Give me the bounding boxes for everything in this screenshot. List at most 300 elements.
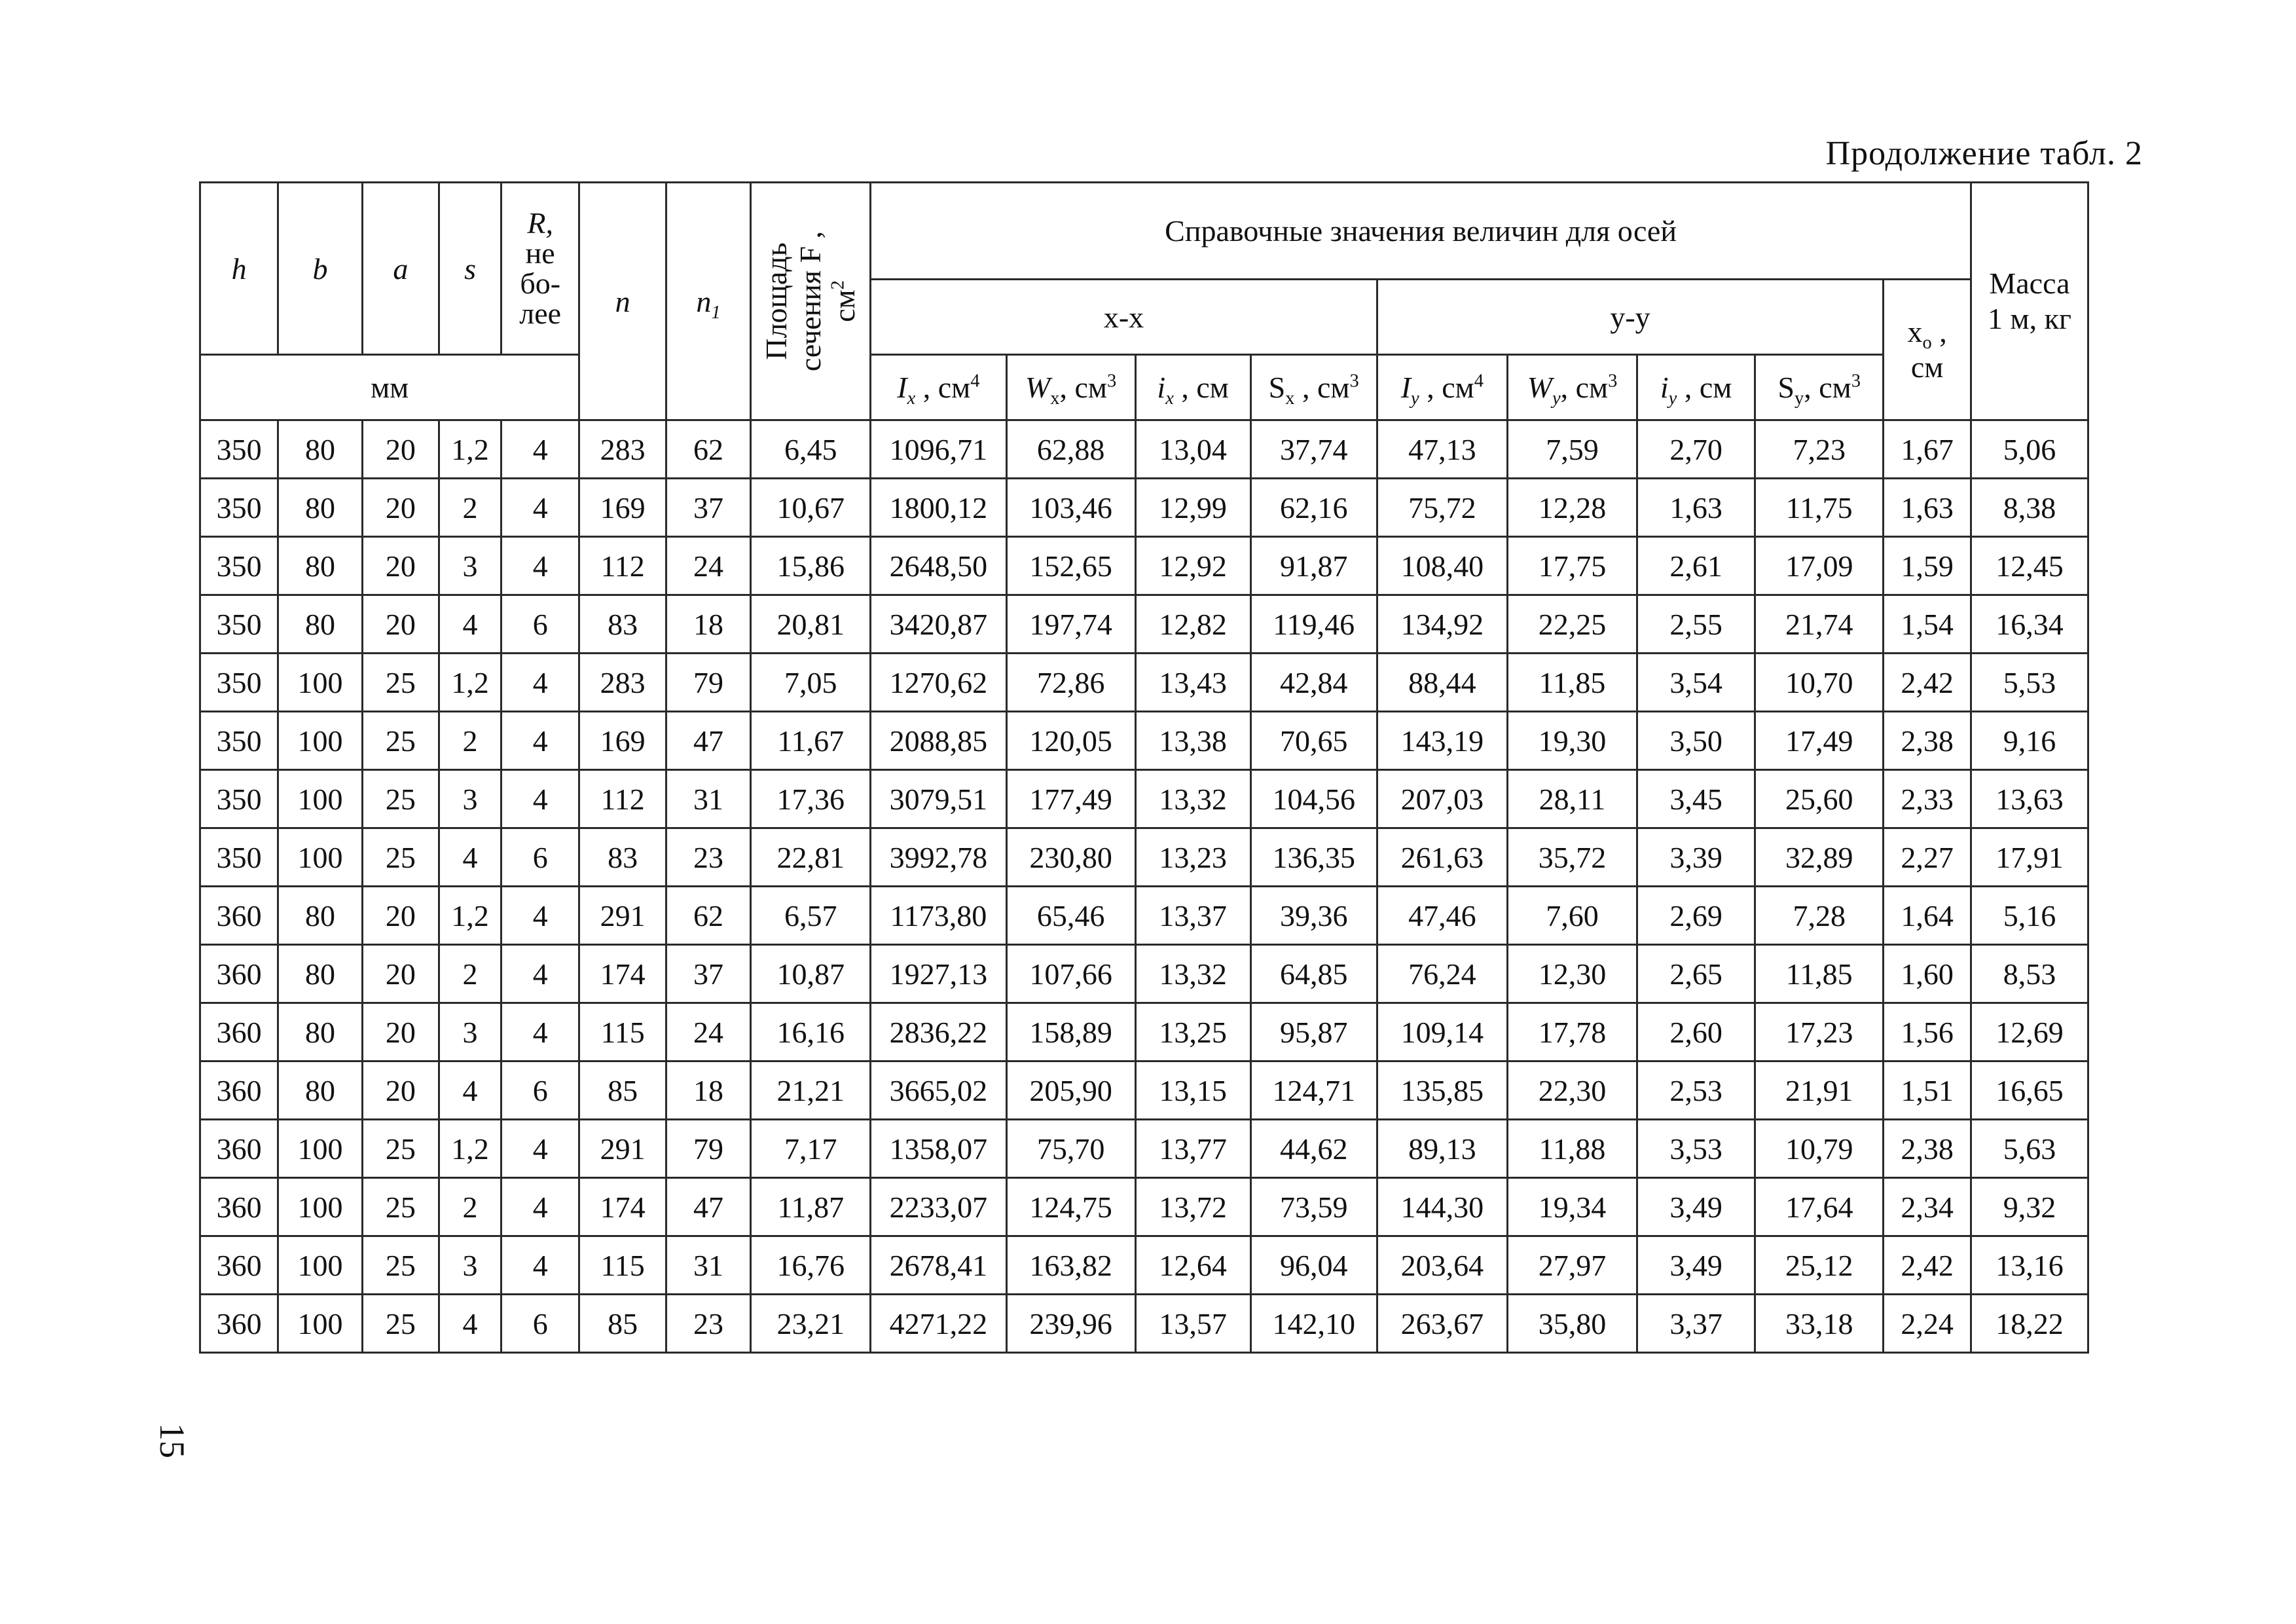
cell-s: 4 bbox=[439, 595, 501, 654]
cell-mass: 8,53 bbox=[1971, 945, 2088, 1003]
cell-r: 4 bbox=[501, 1003, 579, 1061]
cell-area: 23,21 bbox=[751, 1295, 871, 1353]
cell-sx: 62,16 bbox=[1250, 479, 1377, 537]
cell-a: 20 bbox=[362, 945, 439, 1003]
cell-wy: 11,85 bbox=[1507, 654, 1637, 712]
header-area: Площадь сечения F , $см^2$ bbox=[751, 183, 871, 420]
cell-iy-radius: 3,39 bbox=[1637, 828, 1755, 887]
cell-area: 17,36 bbox=[751, 770, 871, 828]
cell-wy: 35,80 bbox=[1507, 1295, 1637, 1353]
header-wx-modulus: $W_x$, $см^3$ bbox=[1006, 355, 1135, 420]
cell-n: 169 bbox=[579, 479, 666, 537]
cell-wy: 12,30 bbox=[1507, 945, 1637, 1003]
cell-ix-moment: 3665,02 bbox=[871, 1061, 1006, 1120]
cell-r: 4 bbox=[501, 712, 579, 770]
cell-iy-moment: 134,92 bbox=[1377, 595, 1507, 654]
cell-iy-moment: 263,67 bbox=[1377, 1295, 1507, 1353]
cell-n: 174 bbox=[579, 1178, 666, 1236]
cell-wy: 28,11 bbox=[1507, 770, 1637, 828]
cell-area: 15,86 bbox=[751, 537, 871, 595]
header-sx-static: $S_x$ , $см^3$ bbox=[1250, 355, 1377, 420]
cell-n1: 79 bbox=[666, 654, 750, 712]
cell-wx: 124,75 bbox=[1006, 1178, 1135, 1236]
cell-n1: 24 bbox=[666, 537, 750, 595]
cell-sx: 91,87 bbox=[1250, 537, 1377, 595]
cell-sx: 73,59 bbox=[1250, 1178, 1377, 1236]
cell-wy: 7,59 bbox=[1507, 420, 1637, 479]
table-row bbox=[200, 479, 2088, 537]
cell-r: 4 bbox=[501, 537, 579, 595]
cell-iy-radius: 3,37 bbox=[1637, 1295, 1755, 1353]
cell-a: 20 bbox=[362, 1003, 439, 1061]
cell-s: 3 bbox=[439, 770, 501, 828]
cell-ix-moment: 2233,07 bbox=[871, 1178, 1006, 1236]
cell-b: 100 bbox=[278, 828, 362, 887]
cell-x0: 2,27 bbox=[1884, 828, 1971, 887]
page-number: 15 bbox=[153, 1423, 192, 1458]
cell-n1: 62 bbox=[666, 887, 750, 945]
header-x0: $x_o$ , см bbox=[1884, 280, 1971, 420]
cell-area: 10,67 bbox=[751, 479, 871, 537]
cell-sy: 33,18 bbox=[1755, 1295, 1884, 1353]
cell-a: 20 bbox=[362, 537, 439, 595]
cell-sx: 119,46 bbox=[1250, 595, 1377, 654]
cell-ix-radius: 12,99 bbox=[1135, 479, 1250, 537]
cell-wx: 158,89 bbox=[1006, 1003, 1135, 1061]
header-n1: $n_1$ bbox=[666, 183, 750, 420]
cell-wy: 17,78 bbox=[1507, 1003, 1637, 1061]
cell-ix-moment: 1800,12 bbox=[871, 479, 1006, 537]
cell-iy-radius: 2,69 bbox=[1637, 887, 1755, 945]
cell-sy: 7,23 bbox=[1755, 420, 1884, 479]
cell-sx: 104,56 bbox=[1250, 770, 1377, 828]
cell-iy-moment: 207,03 bbox=[1377, 770, 1507, 828]
cell-sx: 42,84 bbox=[1250, 654, 1377, 712]
cell-sy: 17,49 bbox=[1755, 712, 1884, 770]
cell-ix-radius: 13,37 bbox=[1135, 887, 1250, 945]
cell-b: 100 bbox=[278, 770, 362, 828]
cell-mass: 5,06 bbox=[1971, 420, 2088, 479]
cell-r: 4 bbox=[501, 1236, 579, 1295]
cell-a: 25 bbox=[362, 770, 439, 828]
cell-sx: 37,74 bbox=[1250, 420, 1377, 479]
header-reference-values: Справочные значения величин для осей bbox=[871, 183, 1971, 280]
cell-s: 4 bbox=[439, 828, 501, 887]
cell-sy: 7,28 bbox=[1755, 887, 1884, 945]
table-row bbox=[200, 1236, 2088, 1295]
cell-wx: 205,90 bbox=[1006, 1061, 1135, 1120]
cell-area: 16,16 bbox=[751, 1003, 871, 1061]
cell-mass: 9,32 bbox=[1971, 1178, 2088, 1236]
cell-iy-moment: 75,72 bbox=[1377, 479, 1507, 537]
header-h: h bbox=[200, 183, 278, 355]
cell-iy-moment: 88,44 bbox=[1377, 654, 1507, 712]
cell-b: 80 bbox=[278, 595, 362, 654]
cell-area: 7,05 bbox=[751, 654, 871, 712]
cell-mass: 12,45 bbox=[1971, 537, 2088, 595]
cell-iy-radius: 2,53 bbox=[1637, 1061, 1755, 1120]
header-wy-modulus: $W_y$, $см^3$ bbox=[1507, 355, 1637, 420]
cell-wy: 22,30 bbox=[1507, 1061, 1637, 1120]
cell-ix-moment: 1173,80 bbox=[871, 887, 1006, 945]
cell-a: 25 bbox=[362, 654, 439, 712]
cell-mass: 13,63 bbox=[1971, 770, 2088, 828]
cell-wy: 19,30 bbox=[1507, 712, 1637, 770]
cell-b: 100 bbox=[278, 1120, 362, 1178]
cell-sy: 10,79 bbox=[1755, 1120, 1884, 1178]
cell-ix-radius: 12,82 bbox=[1135, 595, 1250, 654]
cell-wx: 197,74 bbox=[1006, 595, 1135, 654]
table-row bbox=[200, 1178, 2088, 1236]
cell-wx: 103,46 bbox=[1006, 479, 1135, 537]
cell-ix-radius: 12,64 bbox=[1135, 1236, 1250, 1295]
cell-iy-moment: 47,13 bbox=[1377, 420, 1507, 479]
cell-iy-moment: 76,24 bbox=[1377, 945, 1507, 1003]
cell-a: 20 bbox=[362, 595, 439, 654]
header-iy-moment: $I_y$ , $см^4$ bbox=[1377, 355, 1507, 420]
cell-sy: 11,75 bbox=[1755, 479, 1884, 537]
cell-wy: 11,88 bbox=[1507, 1120, 1637, 1178]
cell-iy-moment: 135,85 bbox=[1377, 1061, 1507, 1120]
cell-wy: 22,25 bbox=[1507, 595, 1637, 654]
header-sy-static: $S_y$, $см^3$ bbox=[1755, 355, 1884, 420]
cell-wx: 75,70 bbox=[1006, 1120, 1135, 1178]
cell-iy-moment: 203,64 bbox=[1377, 1236, 1507, 1295]
cell-iy-radius: 2,55 bbox=[1637, 595, 1755, 654]
header-axis-yy: y-y bbox=[1377, 280, 1884, 355]
cell-r: 4 bbox=[501, 654, 579, 712]
cell-iy-radius: 2,70 bbox=[1637, 420, 1755, 479]
cell-wy: 7,60 bbox=[1507, 887, 1637, 945]
cell-x0: 1,54 bbox=[1884, 595, 1971, 654]
cell-ix-radius: 13,57 bbox=[1135, 1295, 1250, 1353]
cell-sy: 25,60 bbox=[1755, 770, 1884, 828]
cell-iy-radius: 3,49 bbox=[1637, 1236, 1755, 1295]
header-units-mm: мм bbox=[200, 355, 579, 420]
header-r: R, не бо- лее bbox=[501, 183, 579, 355]
cell-iy-radius: 3,49 bbox=[1637, 1178, 1755, 1236]
cell-h: 350 bbox=[200, 479, 278, 537]
cell-n1: 23 bbox=[666, 1295, 750, 1353]
header-n: n bbox=[579, 183, 666, 420]
cell-n1: 47 bbox=[666, 712, 750, 770]
cell-h: 360 bbox=[200, 1003, 278, 1061]
cell-h: 360 bbox=[200, 887, 278, 945]
cell-n: 85 bbox=[579, 1295, 666, 1353]
cell-n1: 37 bbox=[666, 945, 750, 1003]
cell-h: 360 bbox=[200, 1236, 278, 1295]
cell-h: 350 bbox=[200, 420, 278, 479]
cell-b: 80 bbox=[278, 945, 362, 1003]
cell-sy: 17,09 bbox=[1755, 537, 1884, 595]
cell-b: 80 bbox=[278, 1003, 362, 1061]
cell-ix-moment: 4271,22 bbox=[871, 1295, 1006, 1353]
cell-wx: 72,86 bbox=[1006, 654, 1135, 712]
cell-n: 115 bbox=[579, 1003, 666, 1061]
cell-ix-moment: 1096,71 bbox=[871, 420, 1006, 479]
cell-ix-radius: 13,32 bbox=[1135, 770, 1250, 828]
cell-ix-radius: 13,15 bbox=[1135, 1061, 1250, 1120]
cell-sy: 21,91 bbox=[1755, 1061, 1884, 1120]
table-row bbox=[200, 654, 2088, 712]
cell-h: 350 bbox=[200, 537, 278, 595]
cell-r: 6 bbox=[501, 1295, 579, 1353]
table-row bbox=[200, 1120, 2088, 1178]
cell-sy: 17,23 bbox=[1755, 1003, 1884, 1061]
cell-sx: 64,85 bbox=[1250, 945, 1377, 1003]
cell-area: 6,57 bbox=[751, 887, 871, 945]
cell-iy-moment: 261,63 bbox=[1377, 828, 1507, 887]
cell-ix-moment: 3420,87 bbox=[871, 595, 1006, 654]
cell-n1: 31 bbox=[666, 770, 750, 828]
cell-r: 4 bbox=[501, 770, 579, 828]
cell-s: 3 bbox=[439, 537, 501, 595]
cell-r: 4 bbox=[501, 887, 579, 945]
cell-iy-radius: 2,60 bbox=[1637, 1003, 1755, 1061]
cell-sx: 136,35 bbox=[1250, 828, 1377, 887]
table-body bbox=[200, 420, 2088, 1353]
cell-x0: 1,59 bbox=[1884, 537, 1971, 595]
cell-h: 360 bbox=[200, 1061, 278, 1120]
cell-iy-moment: 47,46 bbox=[1377, 887, 1507, 945]
cell-iy-moment: 143,19 bbox=[1377, 712, 1507, 770]
cell-area: 21,21 bbox=[751, 1061, 871, 1120]
cell-a: 20 bbox=[362, 479, 439, 537]
cell-ix-moment: 1270,62 bbox=[871, 654, 1006, 712]
cell-iy-radius: 3,53 bbox=[1637, 1120, 1755, 1178]
cell-ix-radius: 13,38 bbox=[1135, 712, 1250, 770]
cell-n: 174 bbox=[579, 945, 666, 1003]
cell-iy-radius: 3,54 bbox=[1637, 654, 1755, 712]
profile-table bbox=[199, 181, 2089, 1354]
cell-x0: 2,42 bbox=[1884, 654, 1971, 712]
cell-x0: 1,63 bbox=[1884, 479, 1971, 537]
cell-x0: 1,67 bbox=[1884, 420, 1971, 479]
table-row bbox=[200, 1295, 2088, 1353]
cell-r: 6 bbox=[501, 595, 579, 654]
cell-mass: 17,91 bbox=[1971, 828, 2088, 887]
cell-sx: 142,10 bbox=[1250, 1295, 1377, 1353]
cell-r: 4 bbox=[501, 945, 579, 1003]
cell-area: 10,87 bbox=[751, 945, 871, 1003]
cell-wx: 163,82 bbox=[1006, 1236, 1135, 1295]
cell-s: 1,2 bbox=[439, 887, 501, 945]
cell-x0: 2,33 bbox=[1884, 770, 1971, 828]
cell-sy: 32,89 bbox=[1755, 828, 1884, 887]
cell-a: 25 bbox=[362, 1295, 439, 1353]
cell-a: 20 bbox=[362, 887, 439, 945]
cell-area: 11,87 bbox=[751, 1178, 871, 1236]
cell-h: 360 bbox=[200, 1295, 278, 1353]
cell-wy: 35,72 bbox=[1507, 828, 1637, 887]
table-row bbox=[200, 1061, 2088, 1120]
table-row bbox=[200, 420, 2088, 479]
cell-wx: 177,49 bbox=[1006, 770, 1135, 828]
cell-ix-radius: 12,92 bbox=[1135, 537, 1250, 595]
table-row bbox=[200, 1003, 2088, 1061]
header-ix-moment: $I_x$ , $см^4$ bbox=[871, 355, 1006, 420]
cell-ix-radius: 13,77 bbox=[1135, 1120, 1250, 1178]
cell-wx: 152,65 bbox=[1006, 537, 1135, 595]
cell-mass: 16,65 bbox=[1971, 1061, 2088, 1120]
cell-h: 360 bbox=[200, 945, 278, 1003]
cell-sy: 10,70 bbox=[1755, 654, 1884, 712]
table-row bbox=[200, 945, 2088, 1003]
cell-ix-radius: 13,25 bbox=[1135, 1003, 1250, 1061]
cell-n: 169 bbox=[579, 712, 666, 770]
cell-x0: 2,42 bbox=[1884, 1236, 1971, 1295]
cell-iy-radius: 3,50 bbox=[1637, 712, 1755, 770]
cell-ix-radius: 13,43 bbox=[1135, 654, 1250, 712]
cell-ix-moment: 3079,51 bbox=[871, 770, 1006, 828]
cell-b: 80 bbox=[278, 420, 362, 479]
cell-area: 16,76 bbox=[751, 1236, 871, 1295]
cell-s: 3 bbox=[439, 1003, 501, 1061]
cell-wy: 19,34 bbox=[1507, 1178, 1637, 1236]
header-ix-radius: $i_x$ , см bbox=[1135, 355, 1250, 420]
cell-n1: 24 bbox=[666, 1003, 750, 1061]
cell-n1: 37 bbox=[666, 479, 750, 537]
cell-iy-moment: 108,40 bbox=[1377, 537, 1507, 595]
cell-ix-moment: 3992,78 bbox=[871, 828, 1006, 887]
table-row bbox=[200, 712, 2088, 770]
cell-sx: 44,62 bbox=[1250, 1120, 1377, 1178]
cell-n: 83 bbox=[579, 595, 666, 654]
cell-r: 4 bbox=[501, 1178, 579, 1236]
cell-wy: 27,97 bbox=[1507, 1236, 1637, 1295]
cell-iy-moment: 109,14 bbox=[1377, 1003, 1507, 1061]
cell-s: 1,2 bbox=[439, 1120, 501, 1178]
cell-area: 22,81 bbox=[751, 828, 871, 887]
cell-sy: 25,12 bbox=[1755, 1236, 1884, 1295]
cell-s: 1,2 bbox=[439, 654, 501, 712]
cell-a: 25 bbox=[362, 1120, 439, 1178]
cell-b: 100 bbox=[278, 654, 362, 712]
cell-area: 7,17 bbox=[751, 1120, 871, 1178]
cell-sy: 21,74 bbox=[1755, 595, 1884, 654]
cell-mass: 16,34 bbox=[1971, 595, 2088, 654]
cell-mass: 13,16 bbox=[1971, 1236, 2088, 1295]
cell-wx: 120,05 bbox=[1006, 712, 1135, 770]
cell-wx: 239,96 bbox=[1006, 1295, 1135, 1353]
cell-r: 4 bbox=[501, 420, 579, 479]
cell-n: 291 bbox=[579, 1120, 666, 1178]
cell-ix-moment: 1927,13 bbox=[871, 945, 1006, 1003]
cell-a: 20 bbox=[362, 420, 439, 479]
cell-n: 83 bbox=[579, 828, 666, 887]
table-row bbox=[200, 537, 2088, 595]
cell-ix-moment: 1358,07 bbox=[871, 1120, 1006, 1178]
header-a: a bbox=[362, 183, 439, 355]
cell-area: 11,67 bbox=[751, 712, 871, 770]
cell-x0: 1,56 bbox=[1884, 1003, 1971, 1061]
cell-b: 100 bbox=[278, 1236, 362, 1295]
cell-s: 2 bbox=[439, 712, 501, 770]
cell-mass: 18,22 bbox=[1971, 1295, 2088, 1353]
cell-b: 100 bbox=[278, 1178, 362, 1236]
cell-s: 2 bbox=[439, 1178, 501, 1236]
cell-a: 25 bbox=[362, 1236, 439, 1295]
cell-iy-moment: 89,13 bbox=[1377, 1120, 1507, 1178]
cell-s: 3 bbox=[439, 1236, 501, 1295]
cell-n: 283 bbox=[579, 420, 666, 479]
cell-x0: 2,38 bbox=[1884, 712, 1971, 770]
cell-b: 80 bbox=[278, 887, 362, 945]
cell-r: 4 bbox=[501, 1120, 579, 1178]
cell-mass: 5,16 bbox=[1971, 887, 2088, 945]
cell-n: 115 bbox=[579, 1236, 666, 1295]
cell-ix-radius: 13,72 bbox=[1135, 1178, 1250, 1236]
cell-s: 2 bbox=[439, 945, 501, 1003]
cell-wx: 62,88 bbox=[1006, 420, 1135, 479]
cell-iy-radius: 2,65 bbox=[1637, 945, 1755, 1003]
cell-wx: 107,66 bbox=[1006, 945, 1135, 1003]
cell-s: 4 bbox=[439, 1295, 501, 1353]
table-row bbox=[200, 595, 2088, 654]
cell-wx: 230,80 bbox=[1006, 828, 1135, 887]
header-iy-radius: $i_y$ , см bbox=[1637, 355, 1755, 420]
cell-x0: 2,24 bbox=[1884, 1295, 1971, 1353]
header-axis-xx: x-x bbox=[871, 280, 1377, 355]
cell-mass: 8,38 bbox=[1971, 479, 2088, 537]
cell-ix-moment: 2678,41 bbox=[871, 1236, 1006, 1295]
cell-n: 283 bbox=[579, 654, 666, 712]
cell-sx: 39,36 bbox=[1250, 887, 1377, 945]
cell-mass: 5,53 bbox=[1971, 654, 2088, 712]
table-row bbox=[200, 887, 2088, 945]
cell-area: 6,45 bbox=[751, 420, 871, 479]
cell-n1: 18 bbox=[666, 1061, 750, 1120]
cell-area: 20,81 bbox=[751, 595, 871, 654]
cell-mass: 12,69 bbox=[1971, 1003, 2088, 1061]
cell-n1: 31 bbox=[666, 1236, 750, 1295]
cell-sy: 11,85 bbox=[1755, 945, 1884, 1003]
cell-a: 20 bbox=[362, 1061, 439, 1120]
cell-h: 350 bbox=[200, 770, 278, 828]
cell-wy: 17,75 bbox=[1507, 537, 1637, 595]
cell-n: 112 bbox=[579, 770, 666, 828]
cell-mass: 5,63 bbox=[1971, 1120, 2088, 1178]
cell-b: 80 bbox=[278, 479, 362, 537]
cell-b: 100 bbox=[278, 1295, 362, 1353]
cell-s: 1,2 bbox=[439, 420, 501, 479]
header-b: b bbox=[278, 183, 362, 355]
cell-wy: 12,28 bbox=[1507, 479, 1637, 537]
cell-mass: 9,16 bbox=[1971, 712, 2088, 770]
cell-sx: 95,87 bbox=[1250, 1003, 1377, 1061]
cell-h: 360 bbox=[200, 1178, 278, 1236]
header-s: s bbox=[439, 183, 501, 355]
cell-n: 85 bbox=[579, 1061, 666, 1120]
header-mass: Масса 1 м, кг bbox=[1971, 183, 2088, 420]
cell-h: 350 bbox=[200, 828, 278, 887]
cell-a: 25 bbox=[362, 712, 439, 770]
cell-x0: 1,51 bbox=[1884, 1061, 1971, 1120]
cell-n1: 47 bbox=[666, 1178, 750, 1236]
cell-x0: 2,34 bbox=[1884, 1178, 1971, 1236]
cell-iy-moment: 144,30 bbox=[1377, 1178, 1507, 1236]
cell-sx: 124,71 bbox=[1250, 1061, 1377, 1120]
cell-sx: 96,04 bbox=[1250, 1236, 1377, 1295]
cell-n1: 18 bbox=[666, 595, 750, 654]
cell-s: 4 bbox=[439, 1061, 501, 1120]
cell-x0: 1,64 bbox=[1884, 887, 1971, 945]
cell-a: 25 bbox=[362, 1178, 439, 1236]
cell-n1: 79 bbox=[666, 1120, 750, 1178]
cell-n1: 23 bbox=[666, 828, 750, 887]
cell-a: 25 bbox=[362, 828, 439, 887]
cell-iy-radius: 1,63 bbox=[1637, 479, 1755, 537]
